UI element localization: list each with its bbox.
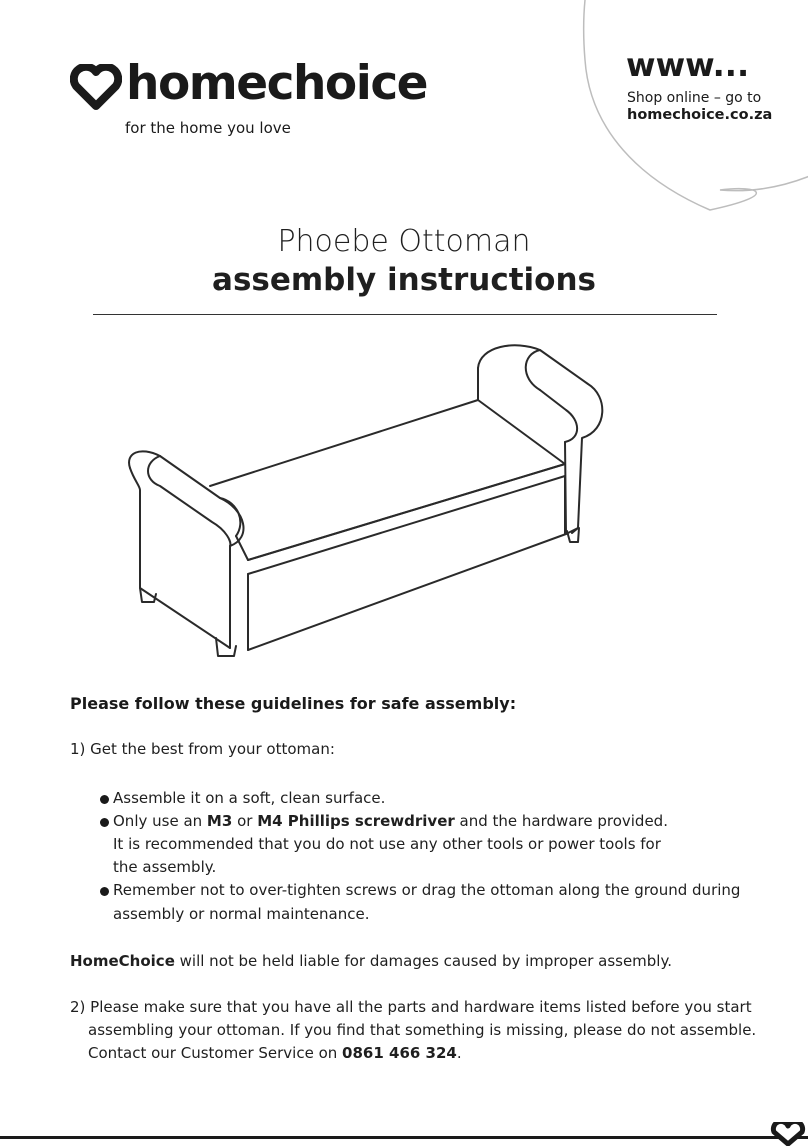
footer-rule (0, 1136, 808, 1139)
bullet-3-line-2: assembly or normal maintenance. (113, 905, 370, 923)
bullet-icon (100, 795, 109, 804)
bullet-2-post: and the hardware provided. (454, 812, 668, 830)
heart-check-icon (770, 1122, 806, 1146)
bullet-2-line-1 (113, 810, 668, 833)
brand-name: homechoice (126, 56, 428, 111)
bullet-2-m3: M3 (206, 812, 233, 830)
bullet-1-text: Assemble it on a soft, clean surface. (113, 789, 386, 807)
bullet-icon (100, 818, 109, 827)
bullet-icon (100, 887, 109, 896)
step-2-line-3-pre: Contact our Customer Service on (88, 1044, 343, 1062)
title-divider (93, 314, 717, 315)
ottoman-illustration (120, 338, 620, 668)
guidelines-heading: Please follow these guidelines for safe assembly: (70, 694, 517, 713)
www-heading: www... (626, 46, 750, 84)
bullet-2-pre: Only use an (113, 812, 207, 830)
liability-text: will not be held liable for damages caused by improper assembly. (174, 952, 672, 970)
bullet-2-line-3: the assembly. (113, 858, 217, 876)
heart-check-icon (70, 64, 122, 110)
product-title: Phoebe Ottoman (277, 224, 531, 259)
shop-online-text: Shop online – go to (627, 90, 762, 106)
step-2-line-3-post: . (456, 1044, 462, 1062)
website-url[interactable]: homechoice.co.za (627, 107, 773, 123)
liability-brand: HomeChoice (70, 952, 175, 970)
step-2-line-3 (88, 1042, 462, 1065)
bullet-2-line-2: It is recommended that you do not use any other tools or power tools for (113, 835, 661, 853)
bullet-2-tool: M4 Phillips screwdriver (257, 812, 455, 830)
brand-logo (70, 56, 450, 142)
step-2-line-1: 2) Please make sure that you have all the parts and hardware items listed before you start (70, 998, 752, 1016)
document-subtitle: assembly instructions (212, 262, 596, 298)
step-1-text: 1) Get the best from your ottoman: (70, 740, 335, 758)
bullet-2-or: or (232, 812, 258, 830)
step-2-line-2: assembling your ottoman. If you find that something is missing, please do not assemble. (88, 1021, 757, 1039)
customer-service-phone[interactable]: 0861 466 324 (342, 1044, 457, 1062)
liability-notice (70, 950, 672, 973)
bullet-3-line-1: Remember not to over-tighten screws or drag the ottoman along the ground during (113, 881, 741, 899)
brand-tagline: for the home you love (125, 119, 291, 137)
